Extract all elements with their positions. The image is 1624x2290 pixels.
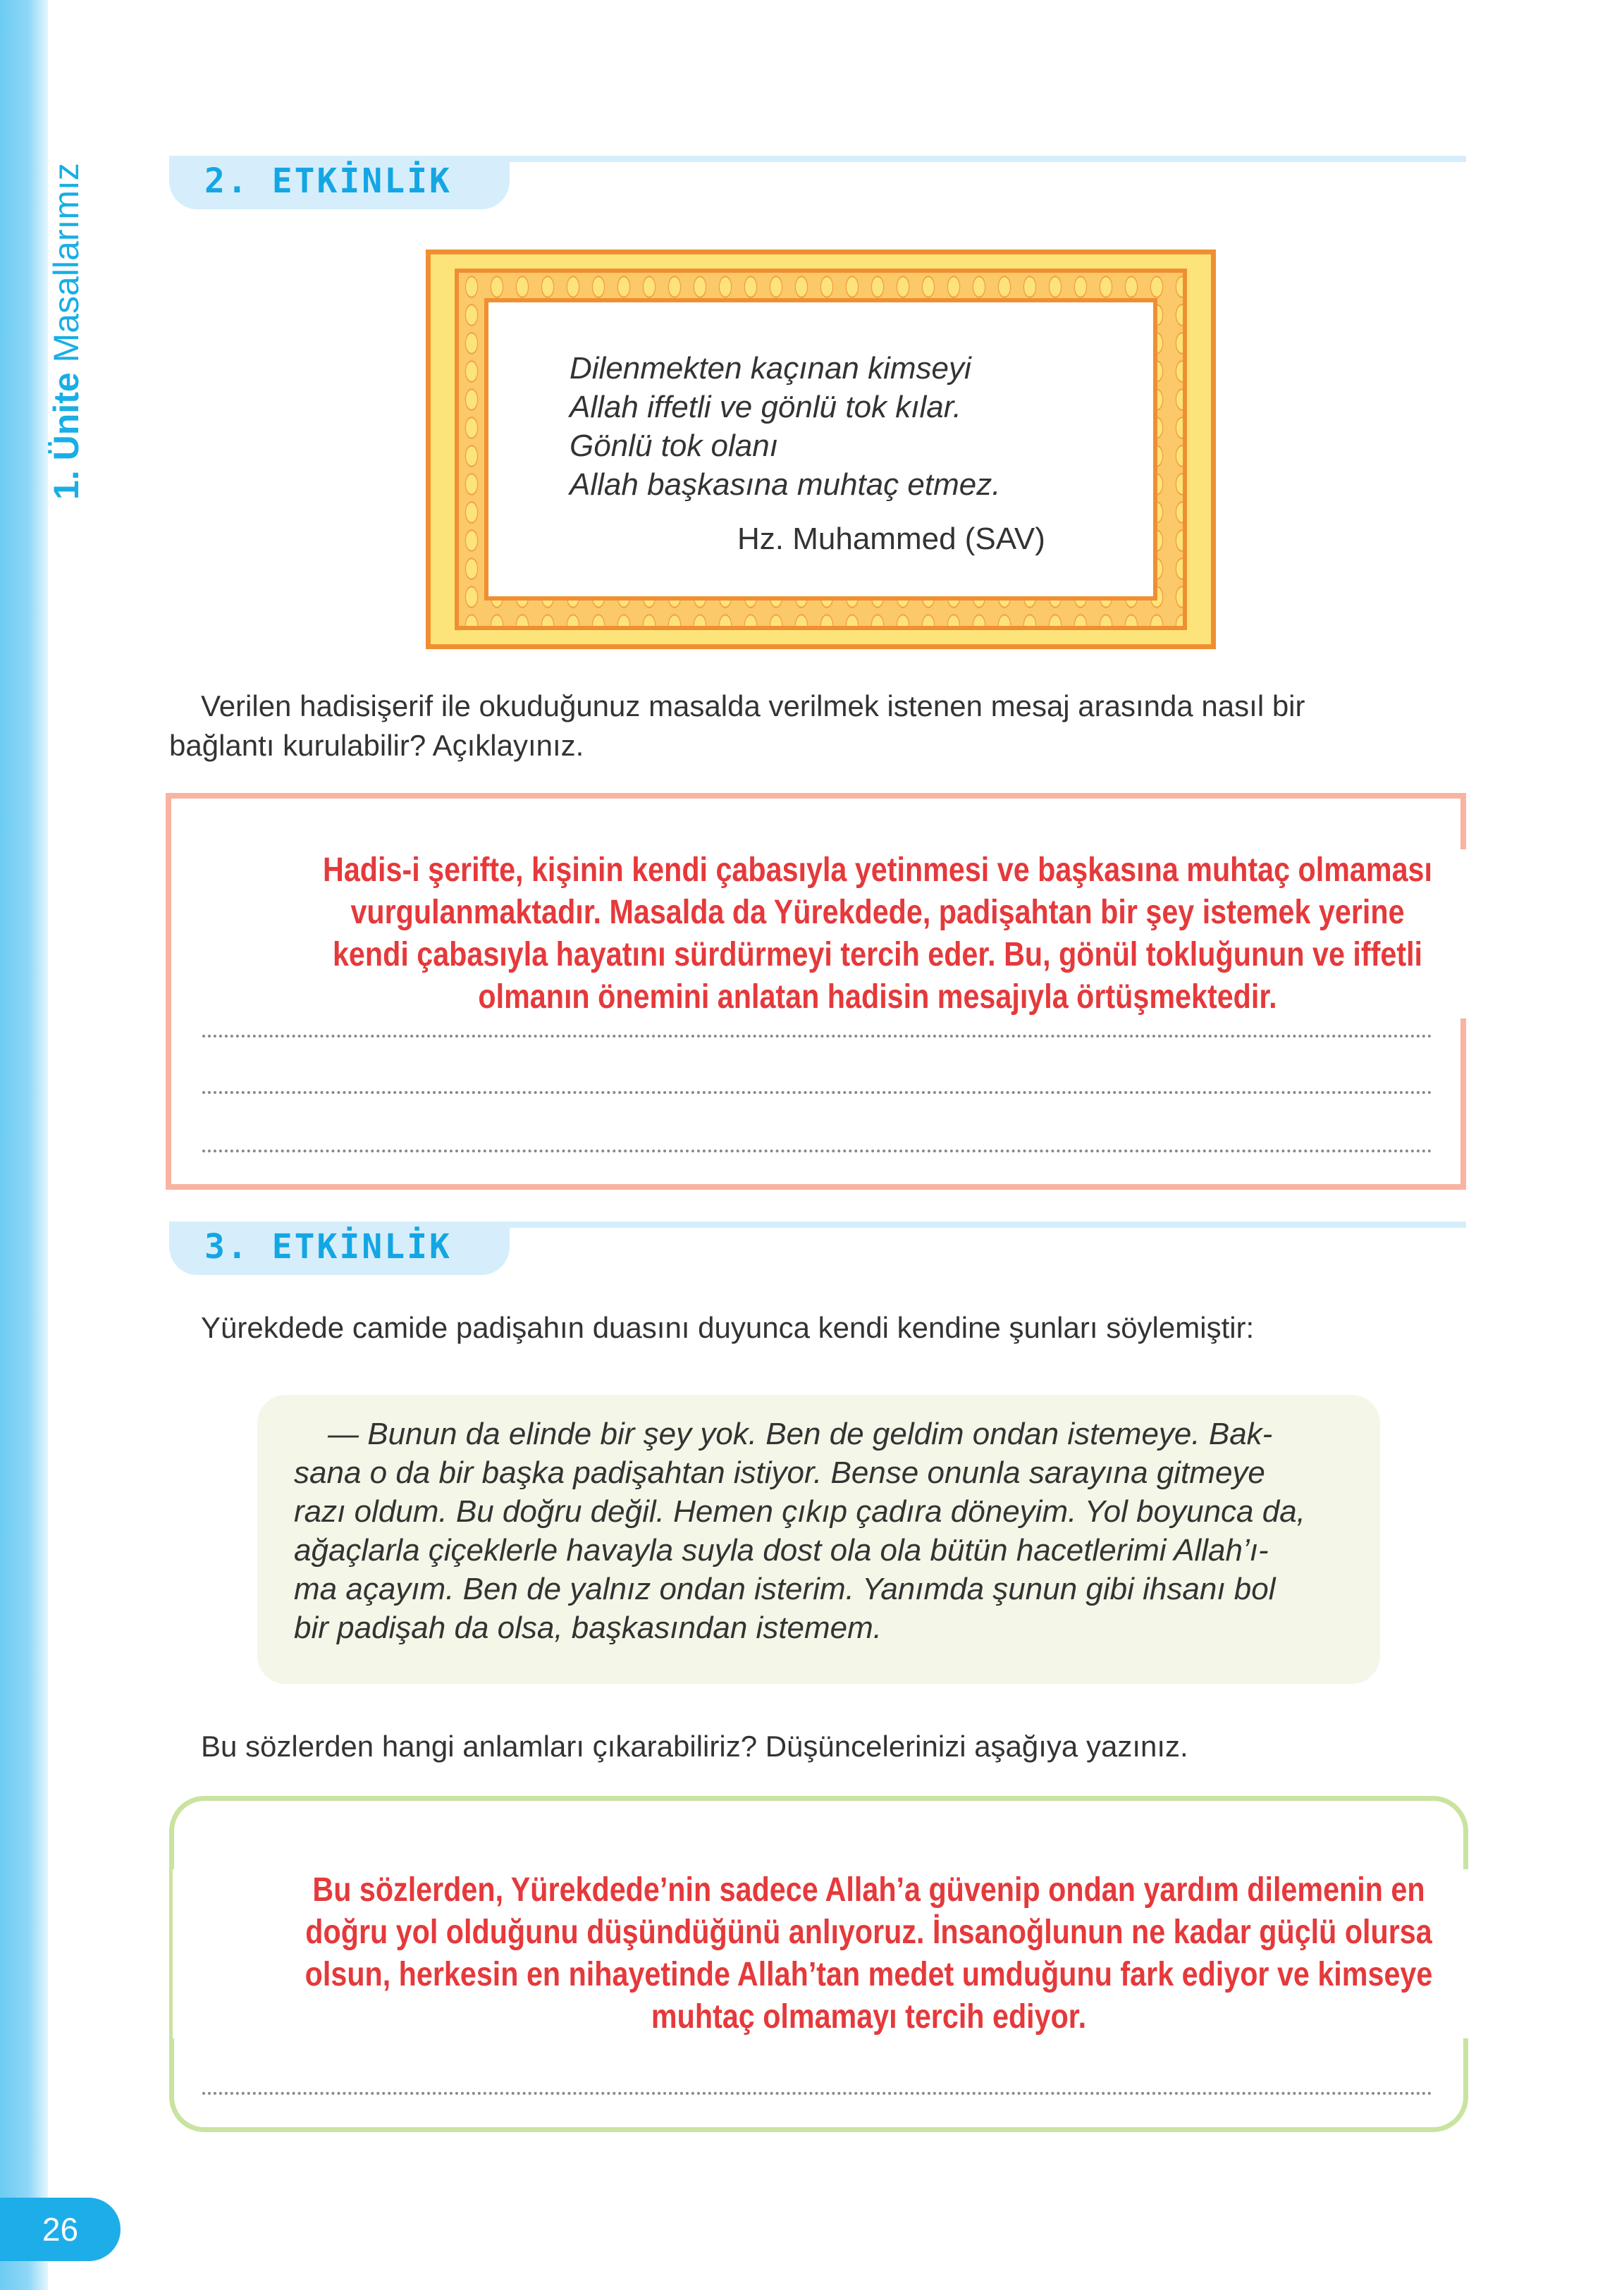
activity-3-title: 3. ETKİNLİK <box>169 1221 510 1275</box>
writing-line <box>202 1091 1432 1094</box>
hadith-attribution: Hz. Muhammed (SAV) <box>737 522 1045 556</box>
speech-box: — Bunun da elinde bir şey yok. Ben de geldim ondan istemeye. Bak- sana o da bir başka padişahtan istiyor. Bense onunla sarayına gitmeye razı oldum. Bu doğru değil. Hemen çıkıp çadıra döneyim. Yol boyunca da, ağaçlarla çiçeklerle havayla suyla dost ola ola bütün hacetlerimi Allah’ı- ma açayım. Ben de yalnız ondan isterim. Yanımda şunun gibi ihsanı bol bir padişah da olsa, başkasından istemem. <box>257 1395 1380 1684</box>
unit-label: 1. Ünite Masallarımız <box>47 163 86 500</box>
answer-text: Hadis-i şerifte, kişinin kendi çabasıyla yetinmesi ve başkasına muhtaç olmaması vurgulanmaktadır. Masalda da Yürekdede, padişahtan bir şey istemek yerine kendi çabasıyla hayatını sürdürmeyi tercih eder. Bu, gönül tokluğunun ve iffetli olmanın önemini anlatan hadisin mesajıyla örtüşmektedir. <box>190 849 1565 1018</box>
writing-line <box>202 1035 1432 1038</box>
intro-text: Yürekdede camide padişahın duasını duyunca kendi kendine şunları söylemiştir: <box>201 1311 1255 1344</box>
hadith-quote: Dilenmekten kaçınan kimseyi Allah iffetli ve gönlü tok kılar. Gönlü tok olanı Allah başkasına muhtaç etmez. <box>570 351 1001 502</box>
page-number: 26 <box>0 2198 121 2261</box>
question-line: Verilen hadisişerif ile okuduğunuz masalda verilmek istenen mesaj arasında nasıl bir <box>201 689 1305 722</box>
question-text: Bu sözlerden hangi anlamları çıkarabiliriz? Düşüncelerinizi aşağıya yazınız. <box>201 1730 1188 1763</box>
side-strip <box>0 0 48 2290</box>
question-line: bağlantı kurulabilir? Açıklayınız. <box>169 729 584 762</box>
writing-line <box>202 1150 1432 1152</box>
activity-2-title: 2. ETKİNLİK <box>169 156 510 209</box>
writing-line <box>202 2092 1432 2095</box>
answer-text: Bu sözlerden, Yürekdede’nin sadece Allah’a güvenip ondan yardım dilemenin en doğru yol olduğunu düşündüğünü anlıyoruz. İnsanoğlunun ne kadar güçlü olursa olsun, herkesin en nihayetinde Allah’tan medet umduğunu fark ediyor ve kimseye muhtaç olmamayı tercih ediyor. <box>173 1869 1565 2038</box>
